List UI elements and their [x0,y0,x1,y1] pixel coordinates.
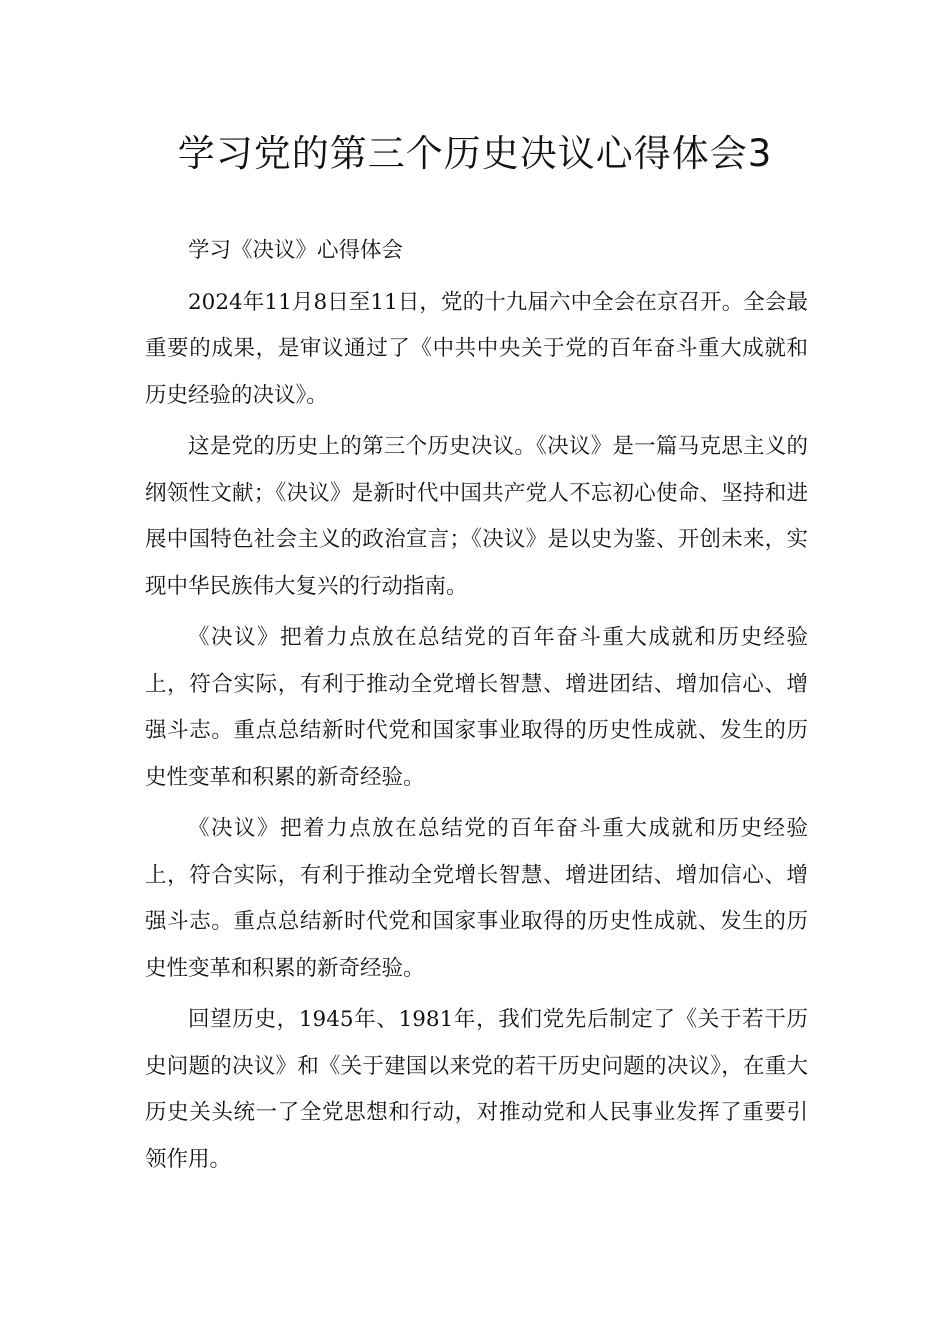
paragraph: 这是党的历史上的第三个历史决议。《决议》是一篇马克思主义的纲领性文献；《决议》是新时代中国共产党人不忘初心使命、坚持和进展中国特色社会主义的政治宣言；《决议》是以史为鉴、开创未来，实现中华民族伟大复兴的行动指南。 [145,434,808,599]
paragraph: 2024年11月8日至11日，党的十九届六中全会在京召开。全会最重要的成果，是审议通过了《中共中央关于党的百年奋斗重大成就和历史经验的决议》。 [145,289,808,408]
paragraph: 《决议》把着力点放在总结党的百年奋斗重大成就和历史经验上，符合实际，有利于推动全党增长智慧、增进团结、增加信心、增强斗志。重点总结新时代党和国家事业取得的历史性成就、发生的历史性变革和积累的新奇经验。 [145,625,808,790]
paragraph: 回望历史，1945年、1981年，我们党先后制定了《关于若干历史问题的决议》和《关于建国以来党的若干历史问题的决议》，在重大历史关头统一了全党思想和行动，对推动党和人民事业发挥了重要引领作用。 [145,1007,808,1172]
document-body [145,228,808,1188]
document-title: 学习党的第三个历史决议心得体会3 [177,132,773,175]
paragraph-subtitle: 学习《决议》心得体会 [188,238,404,263]
paragraph: 《决议》把着力点放在总结党的百年奋斗重大成就和历史经验上，符合实际，有利于推动全党增长智慧、增进团结、增加信心、增强斗志。重点总结新时代党和国家事业取得的历史性成就、发生的历史性变革和积累的新奇经验。 [145,816,808,981]
